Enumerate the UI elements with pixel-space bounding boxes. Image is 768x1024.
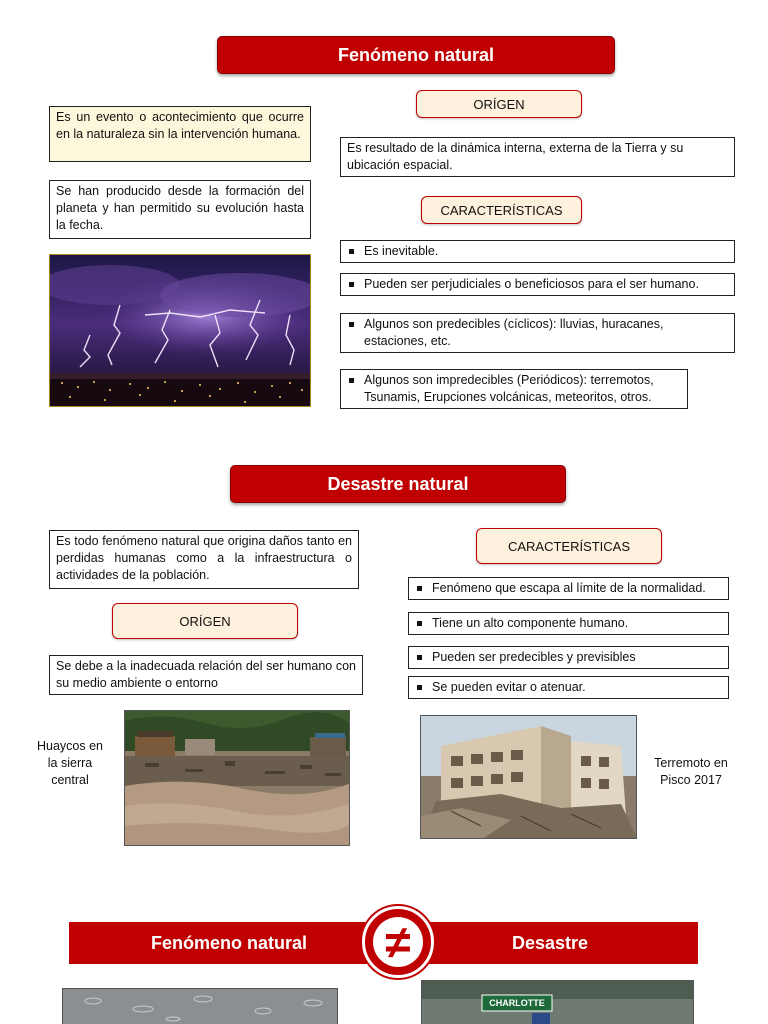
rain-water-photo <box>62 988 338 1024</box>
characteristic-text: Algunos son predecibles (cíclicos): lluvias, huracanes, estaciones, etc. <box>364 317 664 348</box>
bullet-square-icon <box>417 685 422 690</box>
rain-illustration <box>63 989 338 1024</box>
bullet-square-icon <box>349 378 354 383</box>
bullet-square-icon <box>417 655 422 660</box>
characteristic-text: Pueden ser predecibles y previsibles <box>432 650 636 664</box>
not-equal-icon: ≠ <box>385 916 411 968</box>
huayco-mudslide-photo <box>124 710 350 846</box>
desastre-characteristics-label: CARACTERÍSTICAS <box>476 528 662 564</box>
lightning-storm-photo <box>49 254 311 407</box>
fenomeno-characteristic-item <box>340 313 735 353</box>
comparison-left-title: Fenómeno natural <box>150 932 307 953</box>
fenomeno-history-box: Se han producido desde la formación del planeta y han permitido su evolución hasta la fecha. <box>49 180 311 239</box>
collapsed-building-illustration <box>421 716 637 839</box>
road-sign-label: CHARLOTTE <box>489 998 545 1008</box>
bullet-square-icon <box>417 586 422 591</box>
characteristic-text: Fenómeno que escapa al límite de la normalidad. <box>432 581 706 595</box>
desastre-characteristic-item <box>408 646 729 669</box>
not-equal-badge <box>362 906 434 978</box>
bullet-square-icon <box>349 249 354 254</box>
bullet-square-icon <box>417 621 422 626</box>
fenomeno-characteristic-item <box>340 369 688 409</box>
fenomeno-origin-text: Es resultado de la dinámica interna, externa de la Tierra y su ubicación espacial. <box>340 137 735 177</box>
flood-road-illustration <box>422 981 694 1024</box>
desastre-natural-title: Desastre natural <box>230 465 566 503</box>
fenomeno-characteristic-item <box>340 273 735 296</box>
desastre-characteristic-item <box>408 676 729 699</box>
flooded-road-photo <box>421 980 694 1024</box>
characteristic-text: Se pueden evitar o atenuar. <box>432 680 586 694</box>
fenomeno-natural-title: Fenómeno natural <box>217 36 615 74</box>
fenomeno-definition-box: Es un evento o acontecimiento que ocurre en la naturaleza sin la intervención humana. <box>49 106 311 162</box>
fenomeno-characteristic-item <box>340 240 735 263</box>
characteristic-text: Pueden ser perjudiciales o beneficiosos para el ser humano. <box>364 277 699 291</box>
desastre-characteristic-item <box>408 612 729 635</box>
characteristic-text: Es inevitable. <box>364 244 439 258</box>
mudslide-illustration <box>125 711 350 846</box>
fenomeno-characteristics-label: CARACTERÍSTICAS <box>421 196 582 224</box>
bullet-square-icon <box>349 282 354 287</box>
comparison-right-title: Desastre <box>511 932 589 953</box>
bullet-square-icon <box>349 322 354 327</box>
huaycos-caption: Huaycos en la sierra central <box>36 739 103 787</box>
terremoto-caption: Terremoto en Pisco 2017 <box>654 756 728 787</box>
desastre-origin-text: Se debe a la inadecuada relación del ser humano con su medio ambiente o entorno <box>49 655 363 695</box>
desastre-origin-label: ORÍGEN <box>112 603 298 639</box>
pisco-earthquake-photo <box>420 715 637 839</box>
desastre-characteristic-item <box>408 577 729 600</box>
desastre-definition-box: Es todo fenómeno natural que origina daños tanto en perdidas humanas como a la infraestructura o actividades de la población. <box>49 530 359 589</box>
characteristic-text: Algunos son impredecibles (Periódicos): terremotos, Tsunamis, Erupciones volcánicas, meteoritos, otros. <box>364 373 654 404</box>
fenomeno-origin-label: ORÍGEN <box>416 90 582 118</box>
lightning-storm-illustration <box>50 255 311 407</box>
characteristic-text: Tiene un alto componente humano. <box>432 616 629 630</box>
